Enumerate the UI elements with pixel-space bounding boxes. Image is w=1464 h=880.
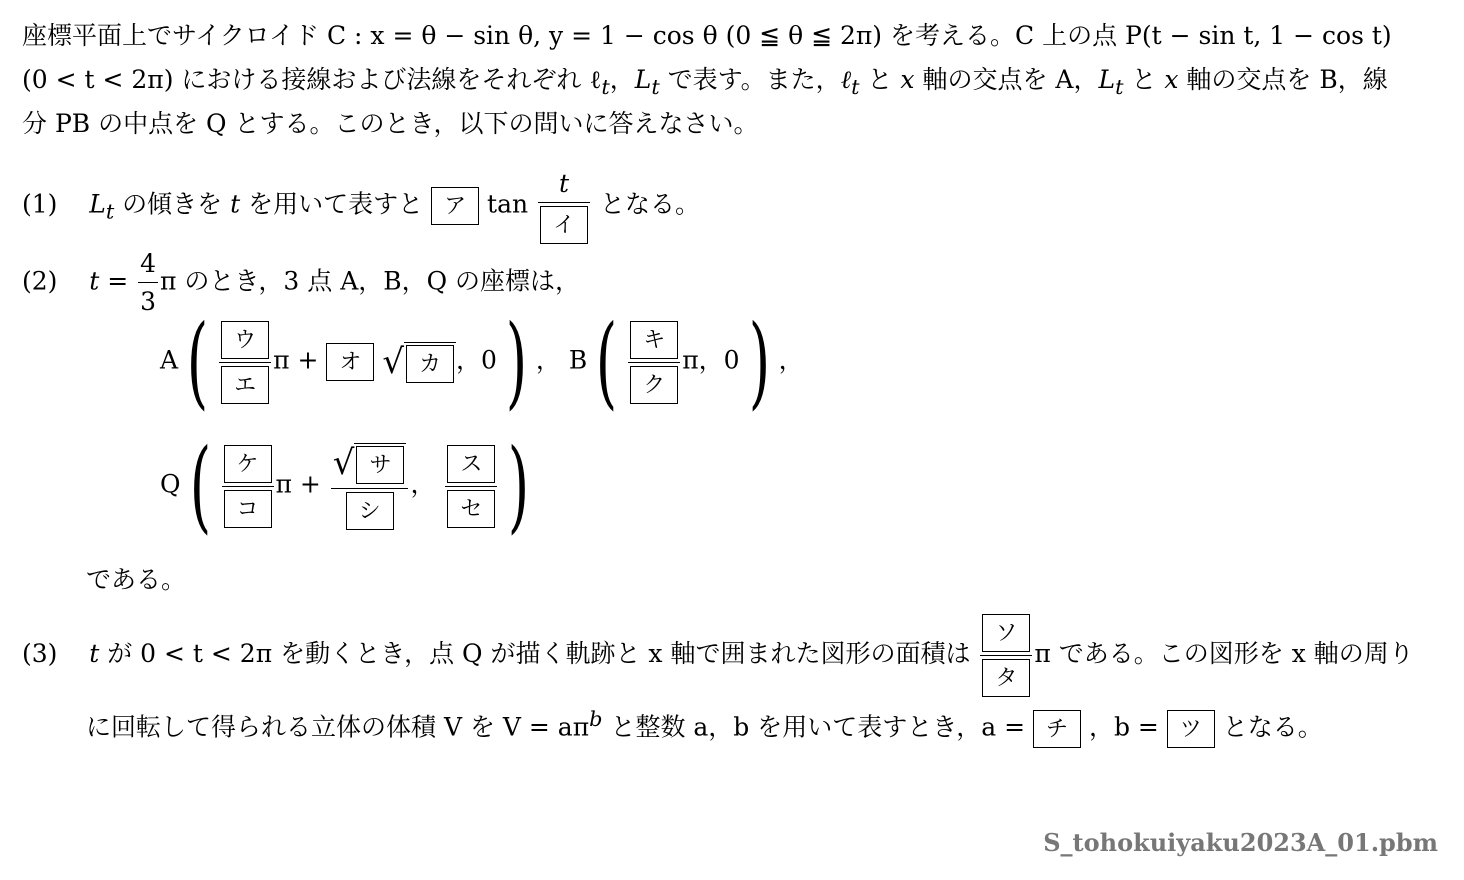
answer-box-sa[interactable]: サ [356, 446, 404, 484]
answer-box-tsu[interactable]: ツ [1167, 710, 1215, 748]
fraction-t-over-i: $\frac{t}{\text{イ}}$ [538, 168, 590, 244]
intro-line-1: 座標平面上でサイクロイド C : x = θ − sin θ, y = 1 − cos θ (0 ≦ θ ≦ 2π) を考える。C 上の点 P(t − sin t, 1 − cos t) [22, 21, 1392, 50]
question-1: (1) $L_t$ の傾きを t を用いて表すと ア tan $\frac{t}{\text{イ}}$ となる。 [22, 168, 700, 244]
answer-box-ku[interactable]: ク [630, 366, 678, 404]
answer-box-i[interactable]: イ [540, 206, 588, 244]
answer-box-ke[interactable]: ケ [224, 445, 272, 483]
answer-box-su[interactable]: ス [447, 445, 495, 483]
answer-box-so[interactable]: ソ [982, 614, 1030, 652]
answer-box-ka[interactable]: カ [406, 345, 454, 383]
intro-line-3: 分 PB の中点を Q とする。このとき，以下の問いに答えなさい。 [22, 109, 759, 138]
question-2: (2) t = $\frac{4}{3}$ π のとき，3 点 A，B，Q の座標は， [22, 249, 581, 317]
answer-box-ta[interactable]: タ [982, 659, 1030, 697]
intro-line-2: (0 < t < 2π) における接線および法線をそれぞれ ℓ$_t$，$L_t$ で表す。また，ℓ$_t$ と x 軸の交点を A，$L_t$ と x 軸の交点を B，線 [22, 65, 1388, 99]
answer-box-u[interactable]: ウ [221, 321, 269, 359]
answer-box-shi[interactable]: シ [346, 492, 394, 530]
answer-box-se[interactable]: セ [447, 490, 495, 528]
answer-box-ki[interactable]: キ [630, 321, 678, 359]
question-3-line-1: (3) t が 0 < t < 2π を動くとき，点 Q が描く軌跡と x 軸で囲まれた図形の面積は $\frac{\text{ソ}}{\text{タ}}$ π である。この図形を x 軸の周り [22, 614, 1414, 697]
point-a-b-coordinates: A( $\frac{\text{ウ}}{\text{エ}}$ π + オ √ カ ，0) ， B( $\frac{\text{キ}}{\text{ク}}$ π，0) ， [160, 303, 804, 420]
answer-box-ko[interactable]: コ [224, 490, 272, 528]
point-q-coordinates: Q( $\frac{\text{ケ}}{\text{コ}}$ π + $\frac{\text{√ サ}}{\text{シ}}$ ， $\frac{\text{ス}}{\text{セ}}$ ) [160, 427, 530, 544]
answer-box-a[interactable]: ア [431, 187, 479, 225]
answer-box-e[interactable]: エ [221, 366, 269, 404]
source-filename: S_tohokuiyaku2023A_01.pbm [1043, 828, 1438, 857]
question-2-end: である。 [86, 565, 187, 594]
answer-box-o[interactable]: オ [326, 343, 374, 381]
question-3-line-2: に回転して得られる立体の体積 V を $V = a\pi^b$ と整数 a，b を用いて表すとき，a = チ ，b = ツ となる。 [86, 706, 1323, 748]
answer-box-chi[interactable]: チ [1033, 710, 1081, 748]
